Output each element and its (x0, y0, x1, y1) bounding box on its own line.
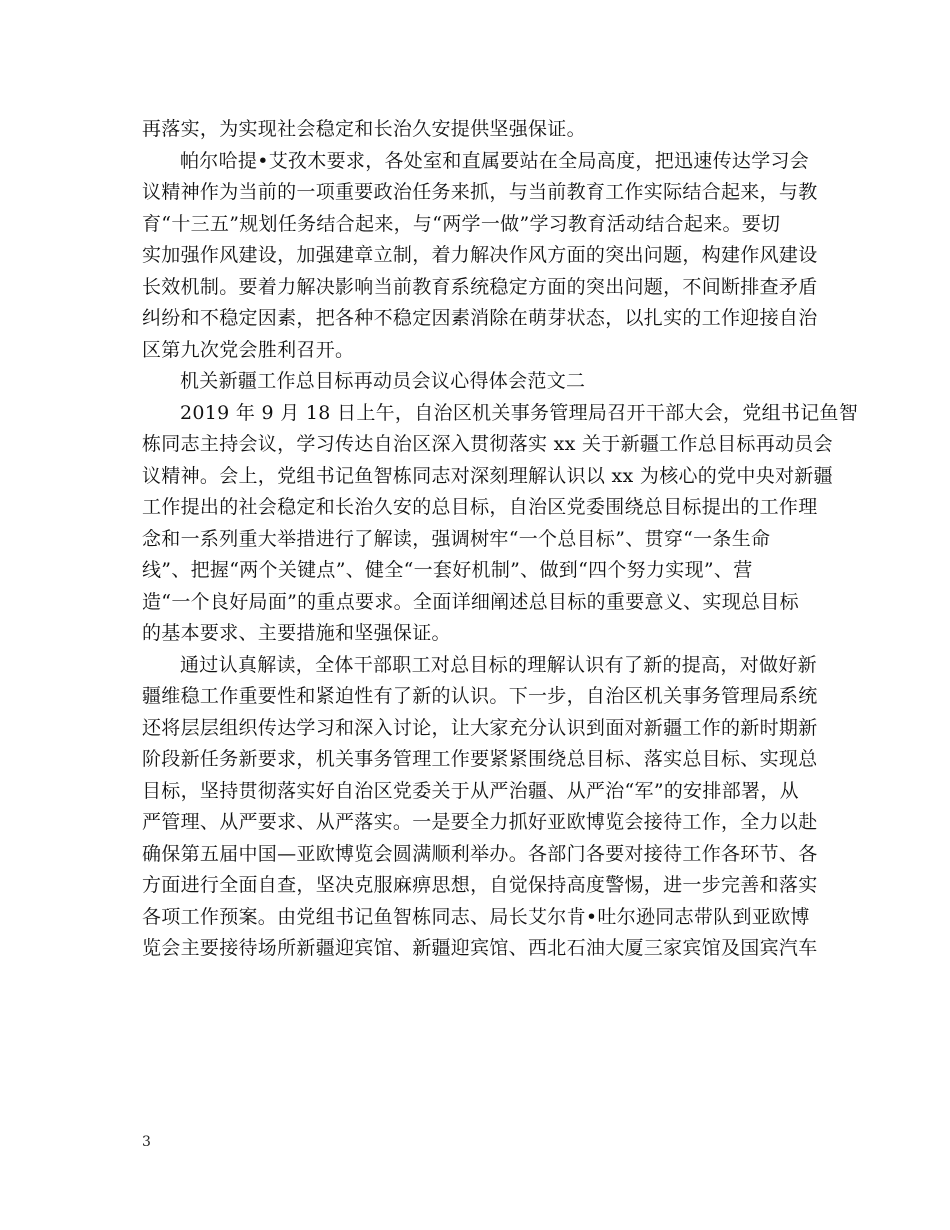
text-line: 通过认真解读，全体干部职工对总目标的理解认识有了新的提高，对做好新 (180, 653, 817, 676)
text-line: 的基本要求、主要措施和坚强保证。 (142, 622, 451, 644)
text-line: 再落实，为实现社会稳定和长治久安提供坚强保证。 (142, 118, 586, 140)
text-line: 目标，坚持贯彻落实好自治区党委关于从严治疆、从严治“军”的安排部署，从 (142, 779, 799, 802)
text-line: 方面进行全面自查，坚决克服麻痹思想，自觉保持高度警惕，进一步完善和落实 (142, 874, 818, 896)
text-line: 各项工作预案。由党组书记鱼智栋同志、局长艾尔肯•吐尔逊同志带队到亚欧博 (142, 905, 810, 928)
text-line: 长效机制。要着力解决影响当前教育系统稳定方面的突出问题，不间断排查矛盾 (142, 275, 818, 298)
text-line: 工作提出的社会稳定和长治久安的总目标，自治区党委围绕总目标提出的工作理 (142, 496, 818, 518)
text-line: 帕尔哈提•艾孜木要求，各处室和直属要站在全局高度，把迅速传达学习会 (180, 149, 810, 172)
text-line: 造“一个良好局面”的重点要求。全面详细阐述总目标的重要意义、实现总目标 (142, 590, 799, 613)
text-line: 育“十三五”规划任务结合起来，与“两学一做”学习教育活动结合起来。要切 (142, 212, 781, 235)
text-line: 阶段新任务新要求，机关事务管理工作要紧紧围绕总目标、落实总目标、实现总 (142, 748, 818, 770)
text-line: 2019 年 9 月 18 日上午，自治区机关事务管理局召开干部大会，党组书记鱼智 (180, 401, 859, 424)
text-line: 还将层层组织传达学习和深入讨论，让大家充分认识到面对新疆工作的新时期新 (142, 716, 818, 739)
text-line: 览会主要接待场所新疆迎宾馆、新疆迎宾馆、西北石油大厦三家宾馆及国宾汽车 (142, 937, 818, 959)
text-line: 机关新疆工作总目标再动员会议心得体会范文二 (180, 370, 586, 392)
text-line: 线”、把握“两个关键点”、健全“一套好机制”、做到“四个努力实现”、营 (142, 559, 753, 581)
text-line: 严管理、从严要求、从严落实。一是要全力抓好亚欧博览会接待工作，全力以赴 (142, 811, 818, 833)
text-line: 疆维稳工作重要性和紧迫性有了新的认识。下一步，自治区机关事务管理局系统 (142, 685, 818, 707)
text-line: 议精神。会上，党组书记鱼智栋同志对深刻理解认识以 xx 为核心的党中央对新疆 (142, 464, 833, 487)
text-line: 实加强作风建设，加强建章立制，着力解决作风方面的突出问题，构建作风建设 (142, 244, 818, 266)
text-line: 念和一系列重大举措进行了解读，强调树牢“一个总目标”、贯穿“一条生命 (142, 527, 771, 550)
text-line: 栋同志主持会议，学习传达自治区深入贯彻落实 xx 关于新疆工作总目标再动员会 (142, 433, 833, 455)
text-line: 议精神作为当前的一项重要政治任务来抓，与当前教育工作实际结合起来，与教 (142, 181, 818, 203)
text-line: 纠纷和不稳定因素，把各种不稳定因素消除在萌芽状态，以扎实的工作迎接自治 (142, 307, 818, 329)
document-body (142, 114, 859, 965)
page-number: 3 (142, 1134, 151, 1150)
text-line: 确保第五届中国—亚欧博览会圆满顺利举办。各部门各要对接待工作各环节、各 (142, 842, 818, 865)
text-line: 区第九次党会胜利召开。 (142, 338, 355, 361)
